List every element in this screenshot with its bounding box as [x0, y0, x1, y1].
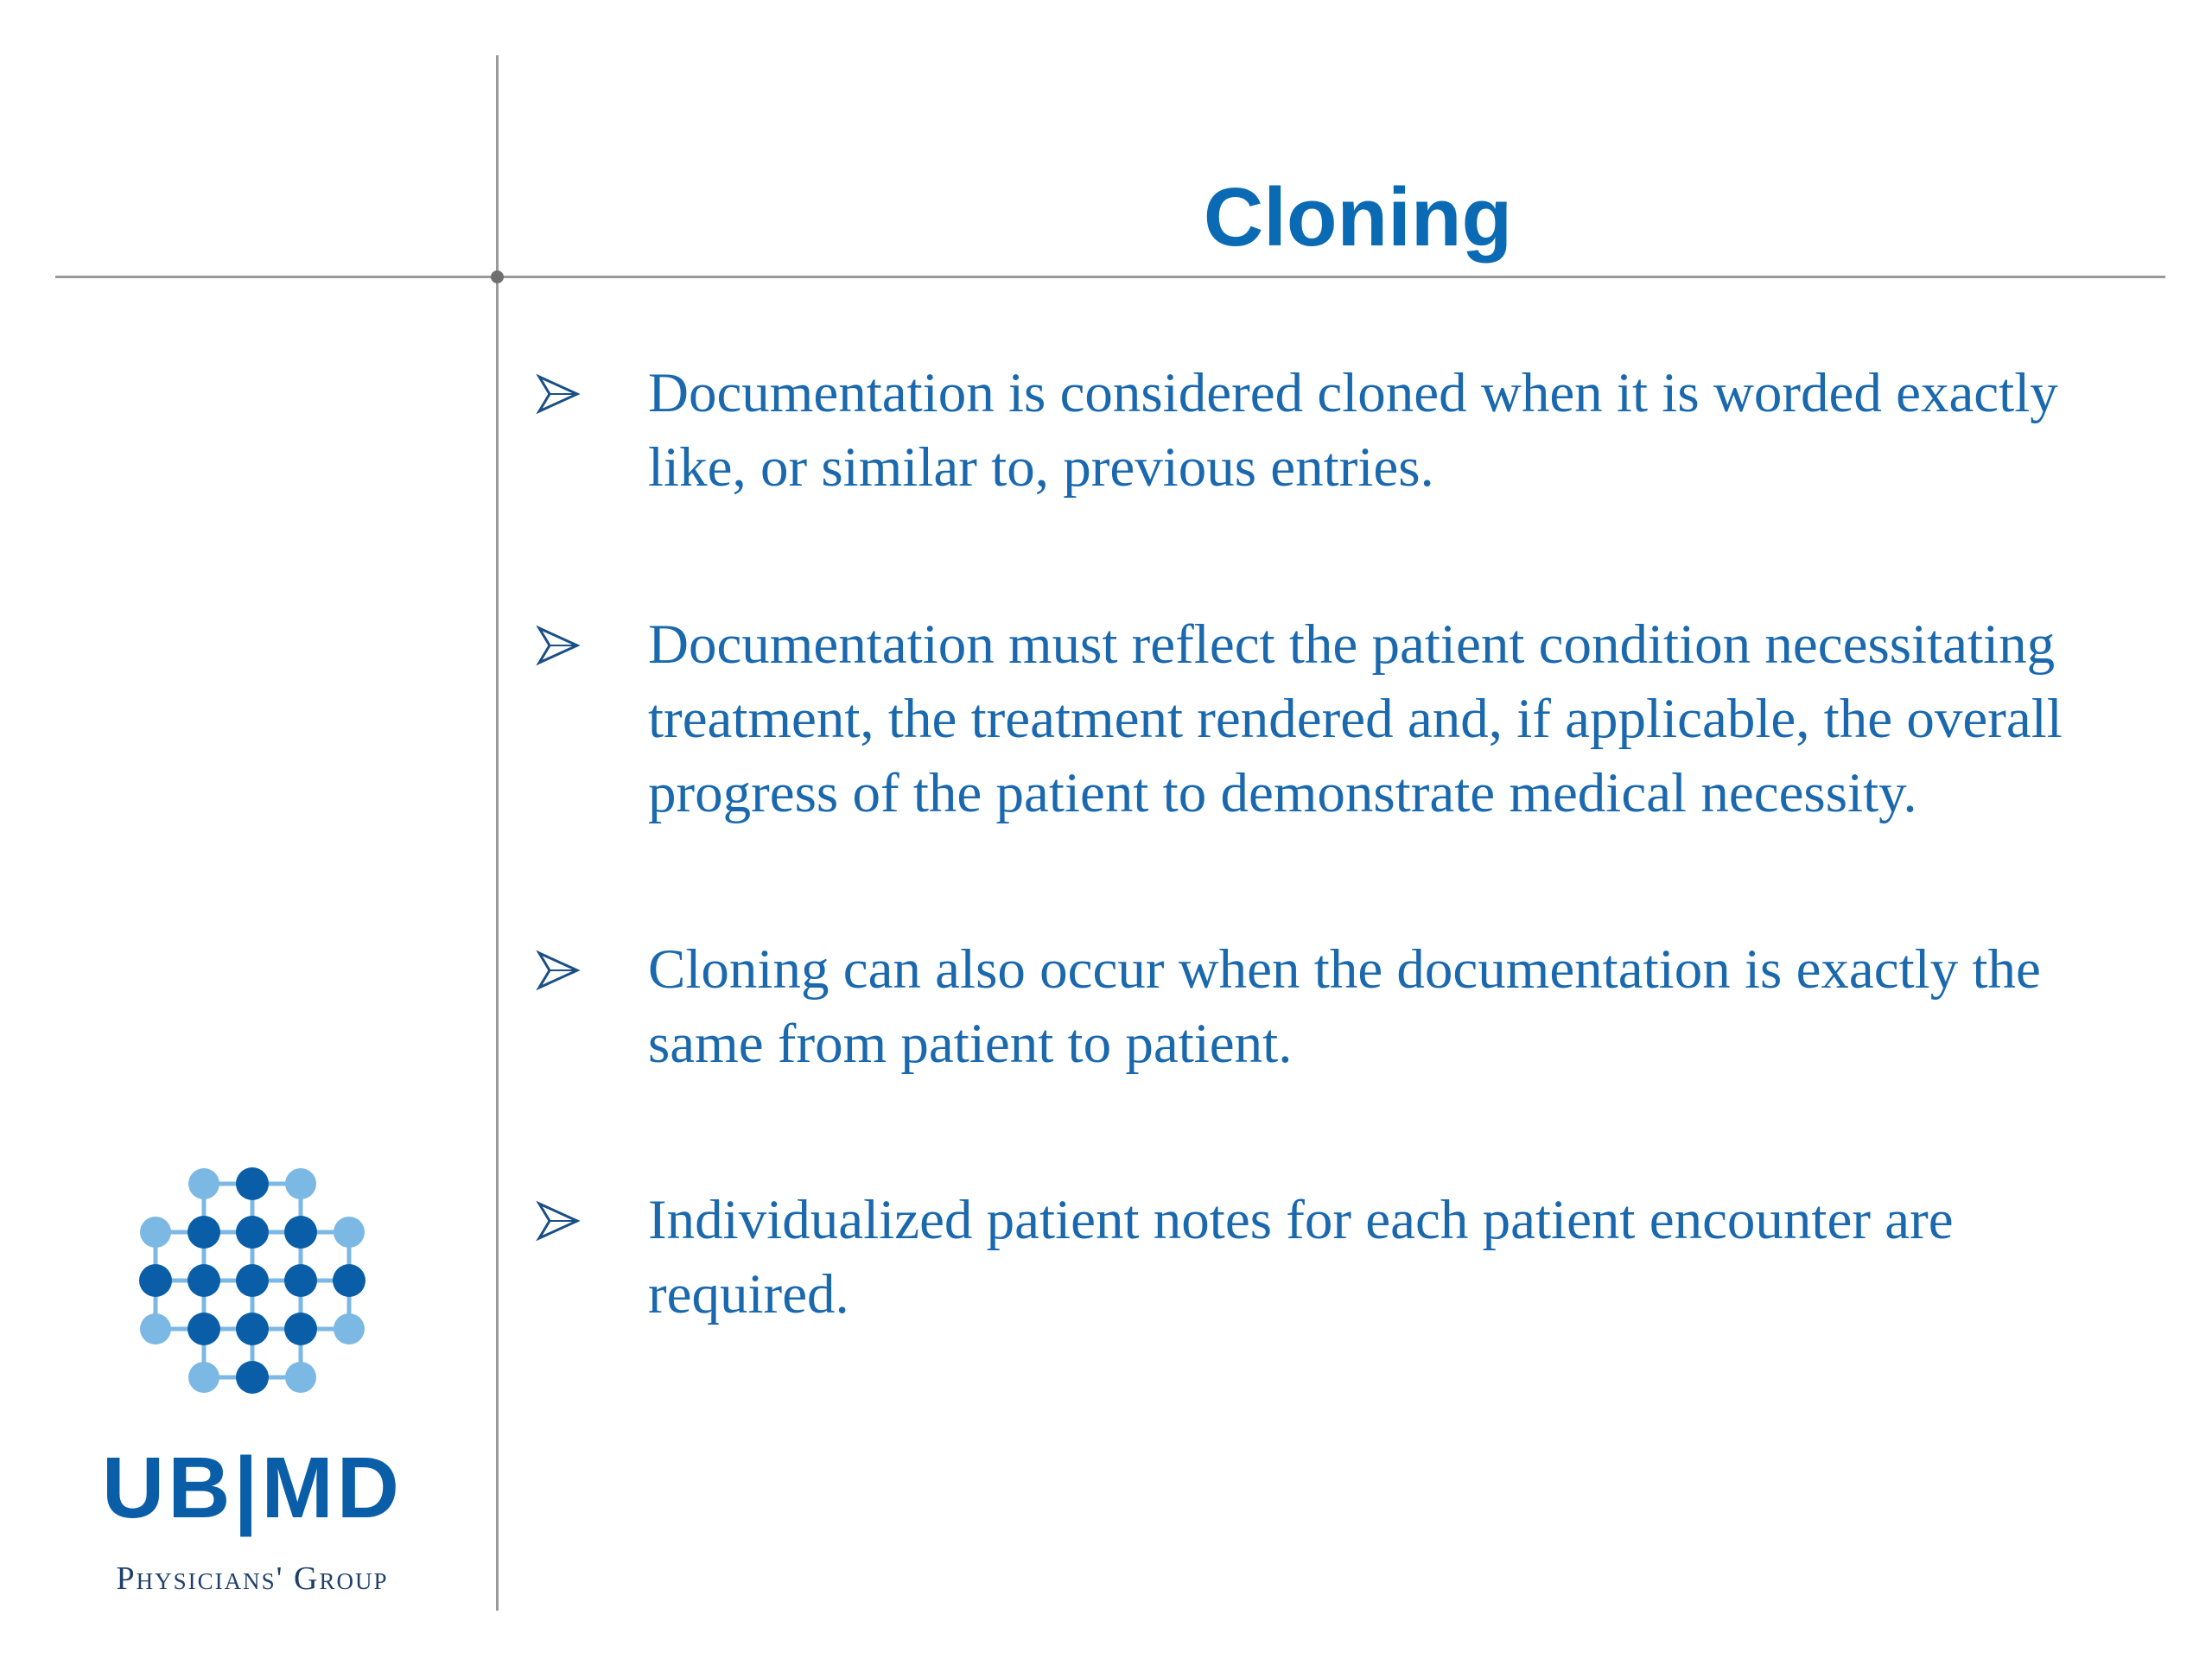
arrowhead-icon — [536, 623, 581, 668]
bullet-text: Cloning can also occur when the documentation is exactly the same from patient to patient. — [648, 938, 2041, 1075]
ubmd-logo — [71, 1158, 434, 1607]
molecule-grid-icon — [123, 1158, 382, 1400]
bullet-text: Documentation is considered cloned when it is worded exactly like, or similar to, previous entries. — [648, 362, 2058, 499]
vertical-rule — [496, 55, 499, 1611]
bullet-item — [536, 932, 2160, 1081]
bullet-item — [536, 1183, 2160, 1332]
arrowhead-icon — [536, 372, 581, 416]
arrowhead-icon — [536, 948, 581, 993]
arrowhead-icon — [536, 1198, 581, 1243]
bullet-item — [536, 356, 2160, 505]
bullet-list — [536, 356, 2160, 1332]
bullet-text: Individualized patient notes for each patient encounter are required. — [648, 1189, 1954, 1325]
logo-wordmark: UB|MD — [102, 1440, 403, 1536]
bullet-item — [536, 607, 2160, 830]
slide-title: Cloning — [1203, 171, 1513, 264]
logo-subtitle: Physicians' Group — [116, 1560, 389, 1597]
bullet-text: Documentation must reflect the patient condition necessitating treatment, the treatment rendered and, if applicable, the overall progress of the patient to demonstrate medical necessity. — [648, 613, 2063, 824]
horizontal-rule — [55, 276, 2165, 278]
rule-junction-dot — [491, 270, 504, 283]
